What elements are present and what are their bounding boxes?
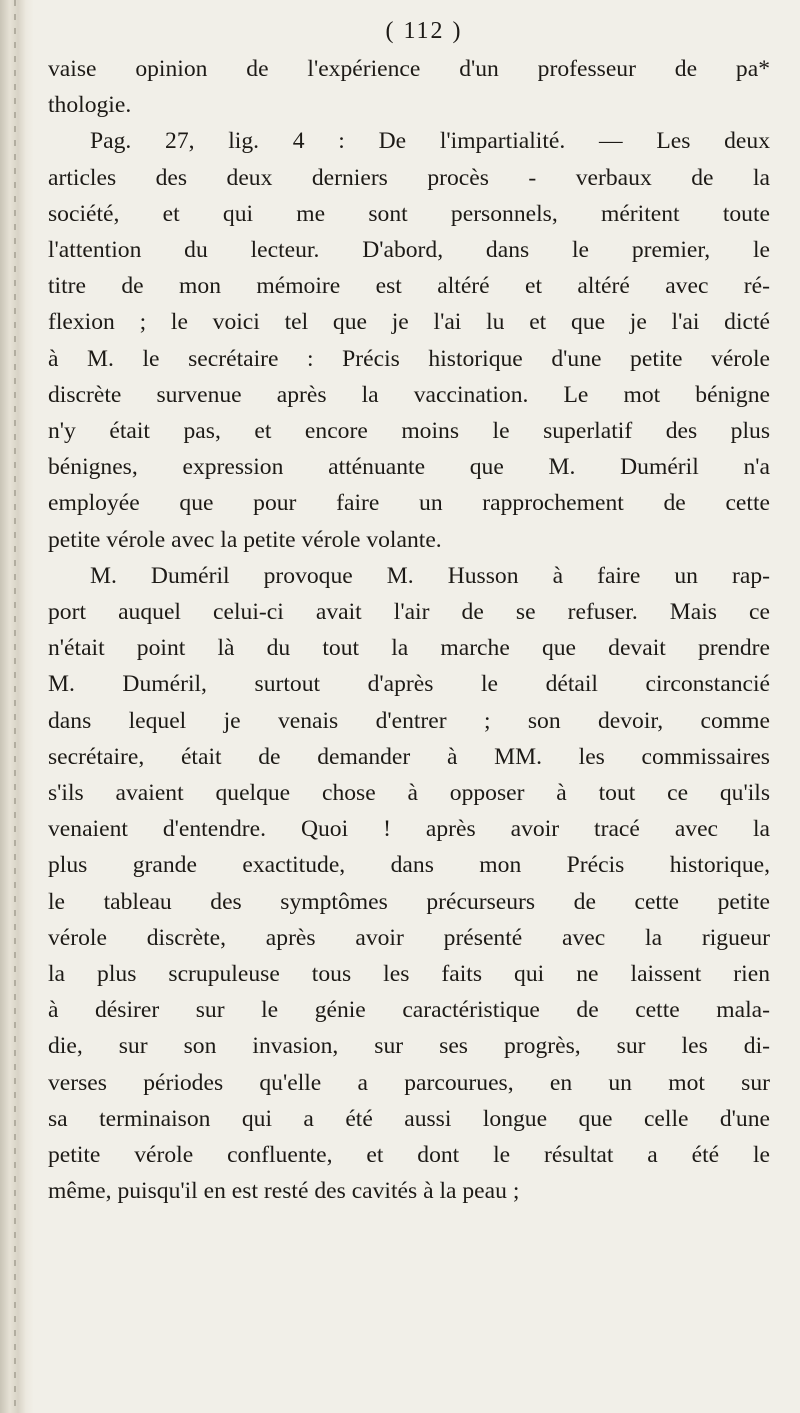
text-line: venaient d'entendre. Quoi ! après avoir tracé avec la xyxy=(48,816,770,843)
text-line: dans lequel je venais d'entrer ; son devoir, comme xyxy=(48,707,770,734)
text-line: s'ils avaient quelque chose à opposer à tout ce qu'ils xyxy=(48,780,770,807)
text-line: M. Duméril provoque M. Husson à faire un rap- xyxy=(90,562,770,589)
book-binding xyxy=(0,0,34,1413)
text-line: flexion ; le voici tel que je l'ai lu et que je l'ai dicté xyxy=(48,309,770,336)
text-line: port auquel celui-ci avait l'air de se refuser. Mais ce xyxy=(48,599,770,626)
paragraph-2 xyxy=(48,123,770,557)
text-line: vérole discrète, après avoir présenté avec la rigueur xyxy=(48,924,770,951)
text-line: à M. le secrétaire : Précis historique d'une petite vérole xyxy=(48,345,770,372)
paragraph-3 xyxy=(48,558,770,1210)
text-line: articles des deux derniers procès - verbaux de la xyxy=(48,164,770,191)
text-line: l'attention du lecteur. D'abord, dans le premier, le xyxy=(48,237,770,264)
text-line: petite vérole avec la petite vérole volante. xyxy=(48,526,442,553)
text-line: employée que pour faire un rapprochement de cette xyxy=(48,490,770,517)
text-line: le tableau des symptômes précurseurs de cette petite xyxy=(48,888,770,915)
text-line: même, puisqu'il en est resté des cavités à la peau ; xyxy=(48,1178,520,1205)
text-line: bénignes, expression atténuante que M. Duméril n'a xyxy=(48,454,770,481)
book-page xyxy=(48,18,770,1210)
text-line: n'y était pas, et encore moins le superlatif des plus xyxy=(48,418,770,445)
text-line: petite vérole confluente, et dont le résultat a été le xyxy=(48,1142,770,1169)
text-line: thologie. xyxy=(48,92,132,119)
paragraph-1 xyxy=(48,51,770,123)
text-line: discrète survenue après la vaccination. Le mot bénigne xyxy=(48,381,770,408)
text-line: société, et qui me sont personnels, méritent toute xyxy=(48,200,770,227)
text-line: n'était point là du tout la marche que devait prendre xyxy=(48,635,770,662)
page-number: ( 112 ) xyxy=(385,18,463,44)
text-line: M. Duméril, surtout d'après le détail circonstancié xyxy=(48,671,770,698)
text-line: die, sur son invasion, sur ses progrès, sur les di- xyxy=(48,1033,770,1060)
binding-stitch xyxy=(14,0,16,1413)
text-line: vaise opinion de l'expérience d'un professeur de pa* xyxy=(48,56,770,82)
text-line: la plus scrupuleuse tous les faits qui ne laissent rien xyxy=(48,961,770,988)
text-line: sa terminaison qui a été aussi longue que celle d'une xyxy=(48,1105,770,1132)
text-line: plus grande exactitude, dans mon Précis historique, xyxy=(48,852,770,879)
text-line: verses périodes qu'elle a parcourues, en un mot sur xyxy=(48,1069,770,1096)
text-line: Pag. 27, lig. 4 : De l'impartialité. — Les deux xyxy=(90,128,770,155)
text-line: à désirer sur le génie caractéristique de cette mala- xyxy=(48,997,770,1024)
text-line: titre de mon mémoire est altéré et altéré avec ré- xyxy=(48,273,770,300)
text-line: secrétaire, était de demander à MM. les commissaires xyxy=(48,743,770,770)
